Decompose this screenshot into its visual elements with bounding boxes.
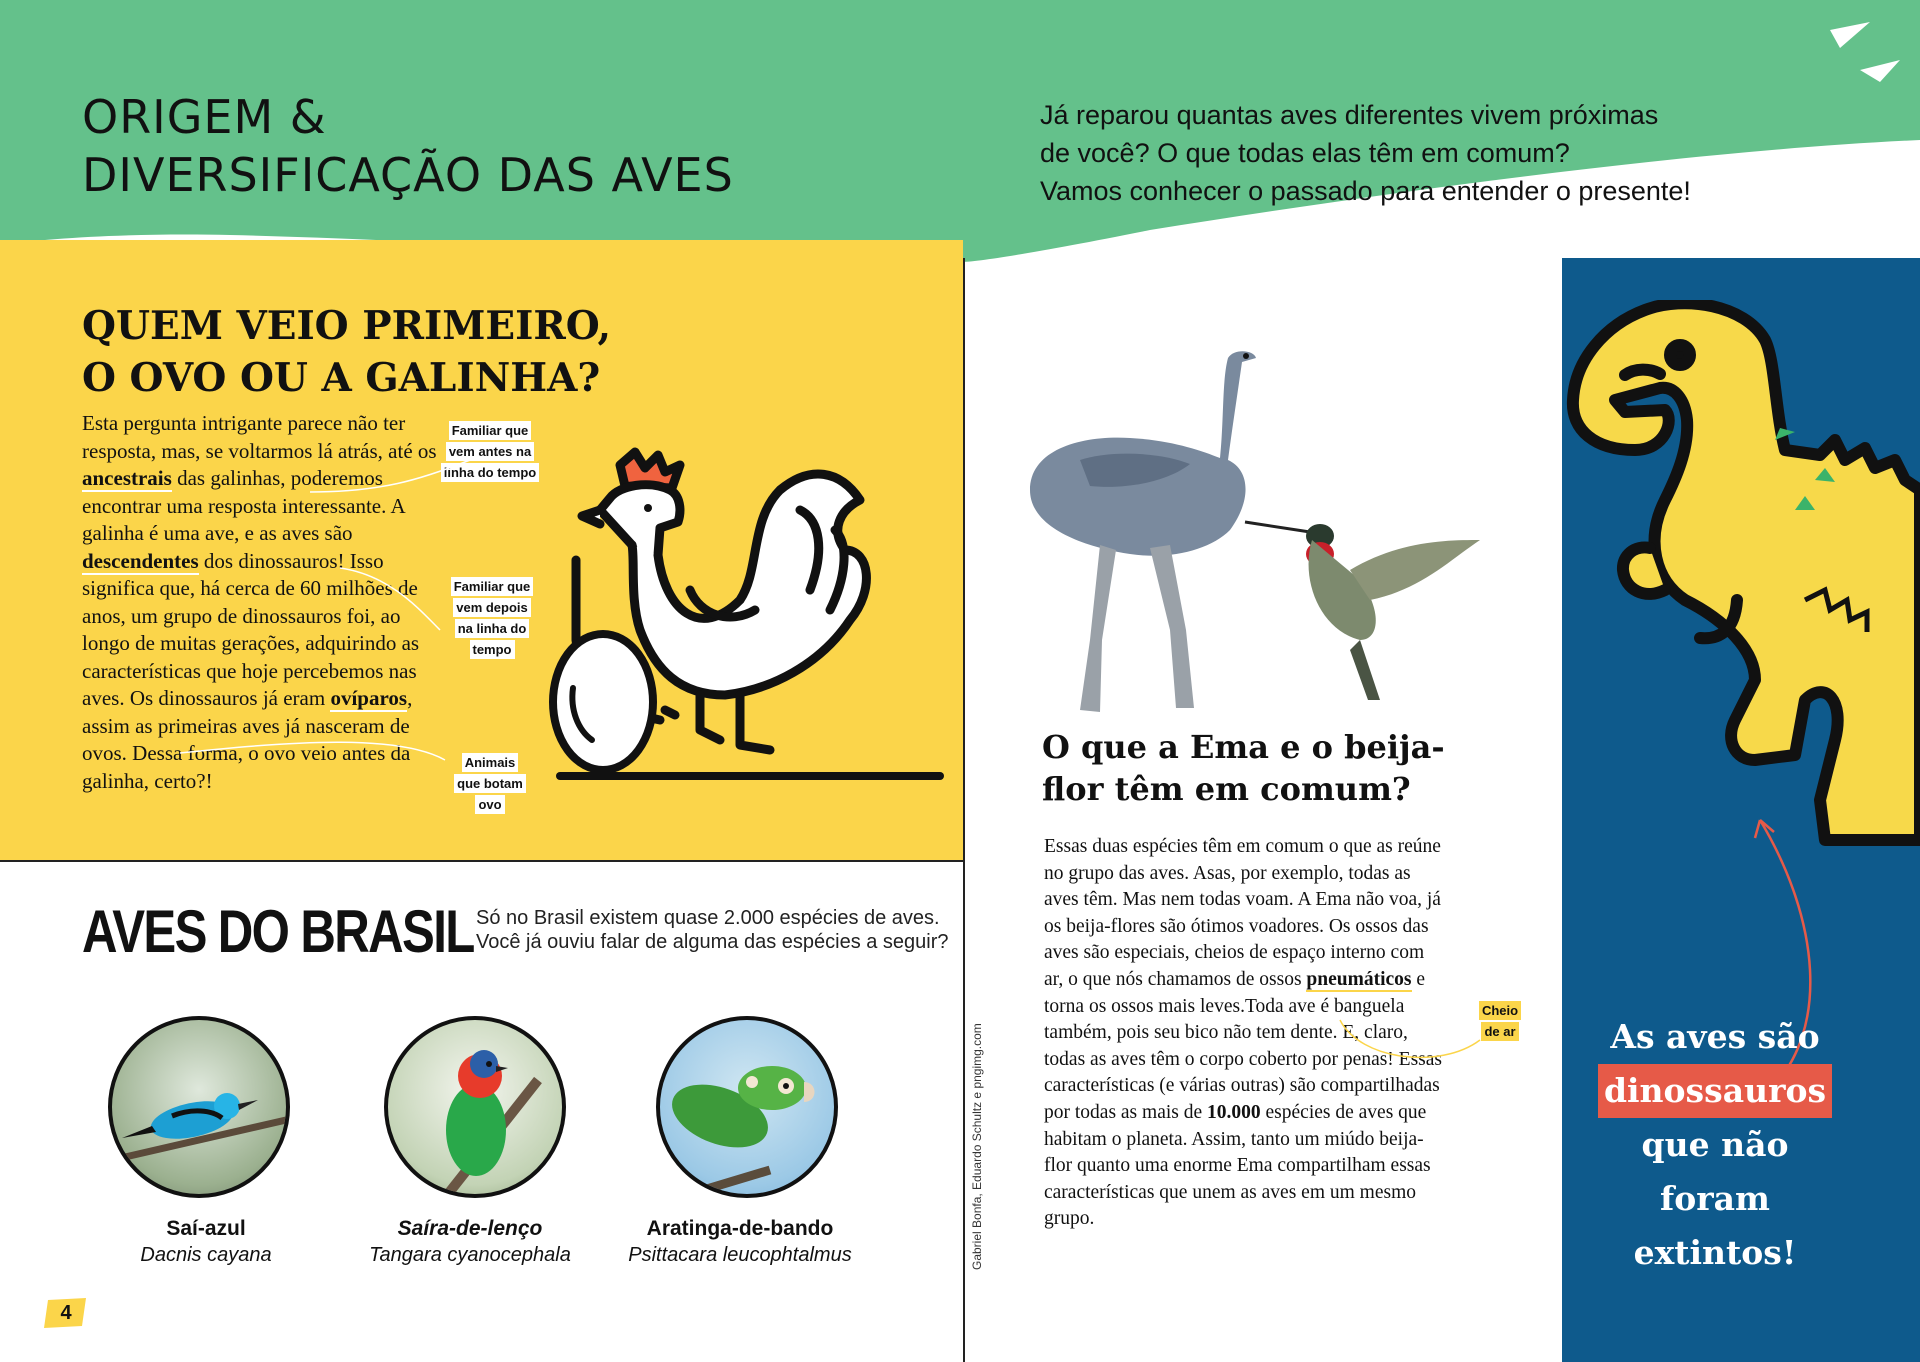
intro-line-1: Já reparou quantas aves diferentes vivem próximas	[1040, 100, 1659, 130]
page-number-text: 4	[60, 1302, 72, 1324]
aves-subtitle-line-2: Você já ouviu falar de alguma das espécies a seguir?	[476, 931, 949, 953]
dino-claim-line-5: extintos!	[1633, 1233, 1797, 1272]
note-descendentes-line-2: vem depois	[453, 598, 531, 617]
photo-credit: Gabriel Bonfa, Eduardo Schultz e pngimg.com	[970, 1023, 984, 1270]
ema-heading-line-1: O que a Ema e o beija-	[1042, 728, 1445, 766]
bird-photo-sai-azul	[108, 1016, 290, 1198]
note-ancestrais-line-1: Familiar que	[449, 421, 532, 440]
ema-question-heading	[1042, 726, 1462, 810]
bird-common-name: Aratinga-de-bando	[646, 1217, 834, 1240]
horizontal-divider	[0, 860, 963, 862]
ema-text-2: e torna os ossos mais leves.Toda ave é banguela também, pois seu bico não tem dente. E, claro, todas as aves têm o corpo coberto por penas! Essas características (e várias outras) são compartilhadas por todas as mais de	[1044, 968, 1443, 1123]
dino-claim-highlight: dinossauros	[1598, 1064, 1832, 1118]
egg-text-2: das galinhas, poderemos encontrar uma resposta interessante. A galinha é uma ave, e as aves são	[82, 466, 405, 545]
note-pneumaticos-line-2: de ar	[1481, 1022, 1518, 1041]
bird-photo-saira-de-lenco	[384, 1016, 566, 1198]
egg-heading-line-2: O OVO OU A GALINHA?	[82, 355, 601, 401]
bird-caption-sai-azul	[86, 1216, 326, 1268]
hummingbird-icon	[1245, 522, 1480, 700]
note-pneumaticos-line-1: Cheio	[1479, 1001, 1521, 1020]
dino-claim-line-1: As aves são	[1610, 1017, 1820, 1056]
blue-dacnis-photo	[112, 1020, 286, 1194]
aves-brasil-title: AVES DO BRASIL	[82, 898, 474, 965]
page-number	[44, 1298, 88, 1328]
term-oviparos: ovíparos	[330, 686, 408, 710]
term-descendentes: descendentes	[82, 548, 199, 573]
term-ancestrais: ancestrais	[82, 466, 172, 490]
egg-heading-line-1: QUEM VEIO PRIMEIRO,	[82, 303, 612, 349]
bird-scientific-name: Psittacara leucophtalmus	[628, 1244, 852, 1266]
red-necked-tanager-photo	[388, 1020, 562, 1194]
intro-line-3: Vamos conhecer o passado para entender o presente!	[1040, 176, 1691, 206]
egg-text-3: dos dinossauros! Isso significa que, há cerca de 60 milhões de anos, um grupo de dinossauros foi, ao longo de muitas gerações, adquirindo as características que hoje percebemos nas aves. Os dinossauros já eram	[82, 548, 420, 710]
bird-common-name: Saí-azul	[166, 1217, 246, 1240]
pneumaticos-connector	[1240, 1000, 1540, 1100]
bird-caption-aratinga-de-bando	[620, 1216, 860, 1268]
intro-text	[1040, 96, 1760, 210]
note-descendentes-line-3: na linha do	[455, 619, 530, 638]
egg-text-1: Esta pergunta intrigante parece não ter resposta, mas, se voltarmos lá atrás, até os	[82, 411, 437, 463]
note-oviparos-line-3: ovo	[475, 795, 504, 814]
term-species-count: 10.000	[1207, 1101, 1261, 1123]
note-oviparos-line-2: que botam	[454, 774, 526, 793]
title-line-1: ORIGEM &	[82, 90, 327, 144]
ema-hummingbird-illustration	[1020, 340, 1500, 720]
ema-heading-line-2: flor têm em comum?	[1042, 770, 1411, 808]
egg-icon	[553, 634, 653, 770]
bird-caption-saira-de-lenco	[350, 1216, 590, 1268]
term-pneumaticos: pneumáticos	[1306, 968, 1412, 990]
ema-text-3: espécies de aves que habitam o planeta. Assim, tanto um miúdo beija-flor quanto uma enorme Ema compartilham essas características que unem as aves em um mesmo grupo.	[1044, 1101, 1431, 1230]
note-descendentes-line-1: Familiar que	[451, 577, 534, 596]
dino-claim-line-4: foram	[1660, 1179, 1770, 1218]
dino-claim	[1580, 1010, 1850, 1280]
dinosaur-icon	[1573, 303, 1920, 840]
note-ancestrais-line-2: vem antes na	[446, 442, 534, 461]
ema-text-1: Essas duas espécies têm em comum o que as reúne no grupo das aves. Asas, por exemplo, todas as aves têm. Mas nem todas voam. A Ema não voa, já os beija-flores são ótimos voadores. Os ossos das aves são especiais, cheios de espaço interno com ar, o que nós chamamos de ossos	[1044, 836, 1441, 990]
bird-scientific-name: Dacnis cayana	[140, 1244, 272, 1266]
aves-subtitle-line-1: Só no Brasil existem quase 2.000 espécies de aves.	[476, 907, 940, 929]
title-line-2: DIVERSIFICAÇÃO DAS AVES	[82, 148, 734, 202]
parakeet-photo	[660, 1020, 834, 1194]
dinosaur-illustration	[1475, 300, 1920, 920]
note-ancestrais-line-3: linha do tempo	[441, 463, 539, 482]
aves-brasil-subtitle	[476, 906, 949, 954]
dino-claim-line-3: que não	[1641, 1125, 1789, 1164]
bird-common-name: Saíra-de-lenço	[397, 1217, 543, 1240]
bird-photo-aratinga-de-bando	[656, 1016, 838, 1198]
vertical-divider	[963, 258, 965, 1362]
note-descendentes-line-4: tempo	[470, 640, 515, 659]
ema-icon	[1030, 351, 1256, 712]
bird-scientific-name: Tangara cyanocephala	[369, 1244, 571, 1266]
intro-line-2: de você? O que todas elas têm em comum?	[1040, 138, 1570, 168]
note-oviparos-line-1: Animais	[462, 753, 519, 772]
rooster-egg-illustration	[540, 440, 960, 820]
egg-text-4: , assim as primeiras aves já nasceram de ovos. Dessa forma, o ovo veio antes da galinha, certo?!	[82, 686, 413, 793]
